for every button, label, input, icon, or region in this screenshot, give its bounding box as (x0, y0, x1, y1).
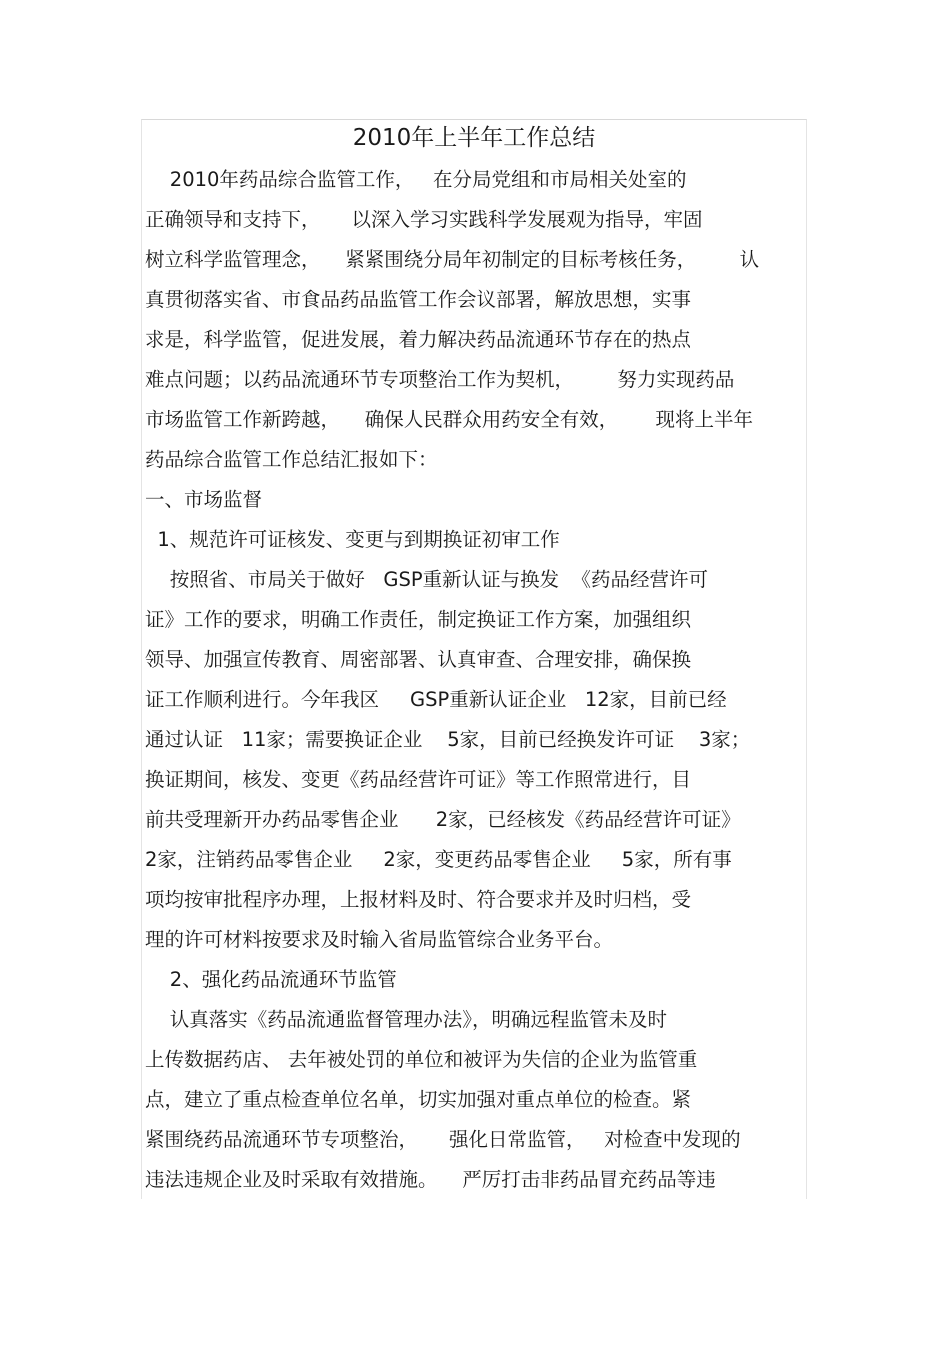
body-line: 证》工作的要求，明确工作责任，制定换证工作方案，加强组织 (145, 608, 692, 631)
body-line: 按照省、市局关于做好 GSP重新认证与换发 《药品经营许可 (145, 568, 709, 591)
body-line: 正确领导和支持下， 以深入学习实践科学发展观为指导，牢固 (145, 208, 703, 231)
body-line: 树立科学监管理念， 紧紧围绕分局年初制定的目标考核任务， 认 (145, 248, 760, 271)
body-line: 求是，科学监管，促进发展，着力解决药品流通环节存在的热点 (145, 328, 692, 351)
body-line: 项均按审批程序办理，上报材料及时、符合要求并及时归档，受 (145, 888, 692, 911)
body-line: 2010年药品综合监管工作， 在分局党组和市局相关处室的 (145, 168, 687, 191)
body-line: 理的许可材料按要求及时输入省局监管综合业务平台。 (145, 928, 614, 951)
section-heading: 一、市场监督 (145, 488, 263, 511)
subsection-heading: 1、规范许可证核发、变更与到期换证初审工作 (145, 528, 560, 551)
body-line: 证工作顺利进行。今年我区 GSP重新认证企业 12家，目前已经 (145, 688, 727, 711)
body-line: 上传数据药店、 去年被处罚的单位和被评为失信的企业为监管重 (145, 1048, 698, 1071)
body-line: 难点问题；以药品流通环节专项整治工作为契机， 努力实现药品 (145, 368, 735, 391)
document-title: 2010年上半年工作总结 (352, 125, 596, 151)
body-line: 2家，注销药品零售企业 2家，变更药品零售企业 5家，所有事 (145, 848, 732, 871)
body-line: 认真落实《药品流通监督管理办法》，明确远程监管未及时 (145, 1008, 668, 1031)
body-line: 市场监管工作新跨越， 确保人民群众用药安全有效， 现将上半年 (145, 408, 753, 431)
body-line: 换证期间，核发、变更《药品经营许可证》等工作照常进行，目 (145, 768, 692, 791)
body-line: 领导、加强宣传教育、周密部署、认真审查、合理安排，确保换 (145, 648, 692, 671)
body-line: 违法违规企业及时采取有效措施。 严厉打击非药品冒充药品等违 (145, 1168, 716, 1191)
body-line: 前共受理新开办药品零售企业 2家，已经核发《药品经营许可证》 (145, 808, 741, 831)
body-line: 紧围绕药品流通环节专项整治， 强化日常监管， 对检查中发现的 (145, 1128, 741, 1151)
body-line: 真贯彻落实省、市食品药品监管工作会议部署，解放思想，实事 (145, 288, 692, 311)
body-line: 药品综合监管工作总结汇报如下： (145, 448, 438, 471)
subsection-heading: 2、强化药品流通环节监管 (145, 968, 397, 991)
body-line: 通过认证 11家；需要换证企业 5家，目前已经换发许可证 3家； (145, 728, 751, 751)
body-line: 点，建立了重点检查单位名单，切实加强对重点单位的检查。紧 (145, 1088, 692, 1111)
